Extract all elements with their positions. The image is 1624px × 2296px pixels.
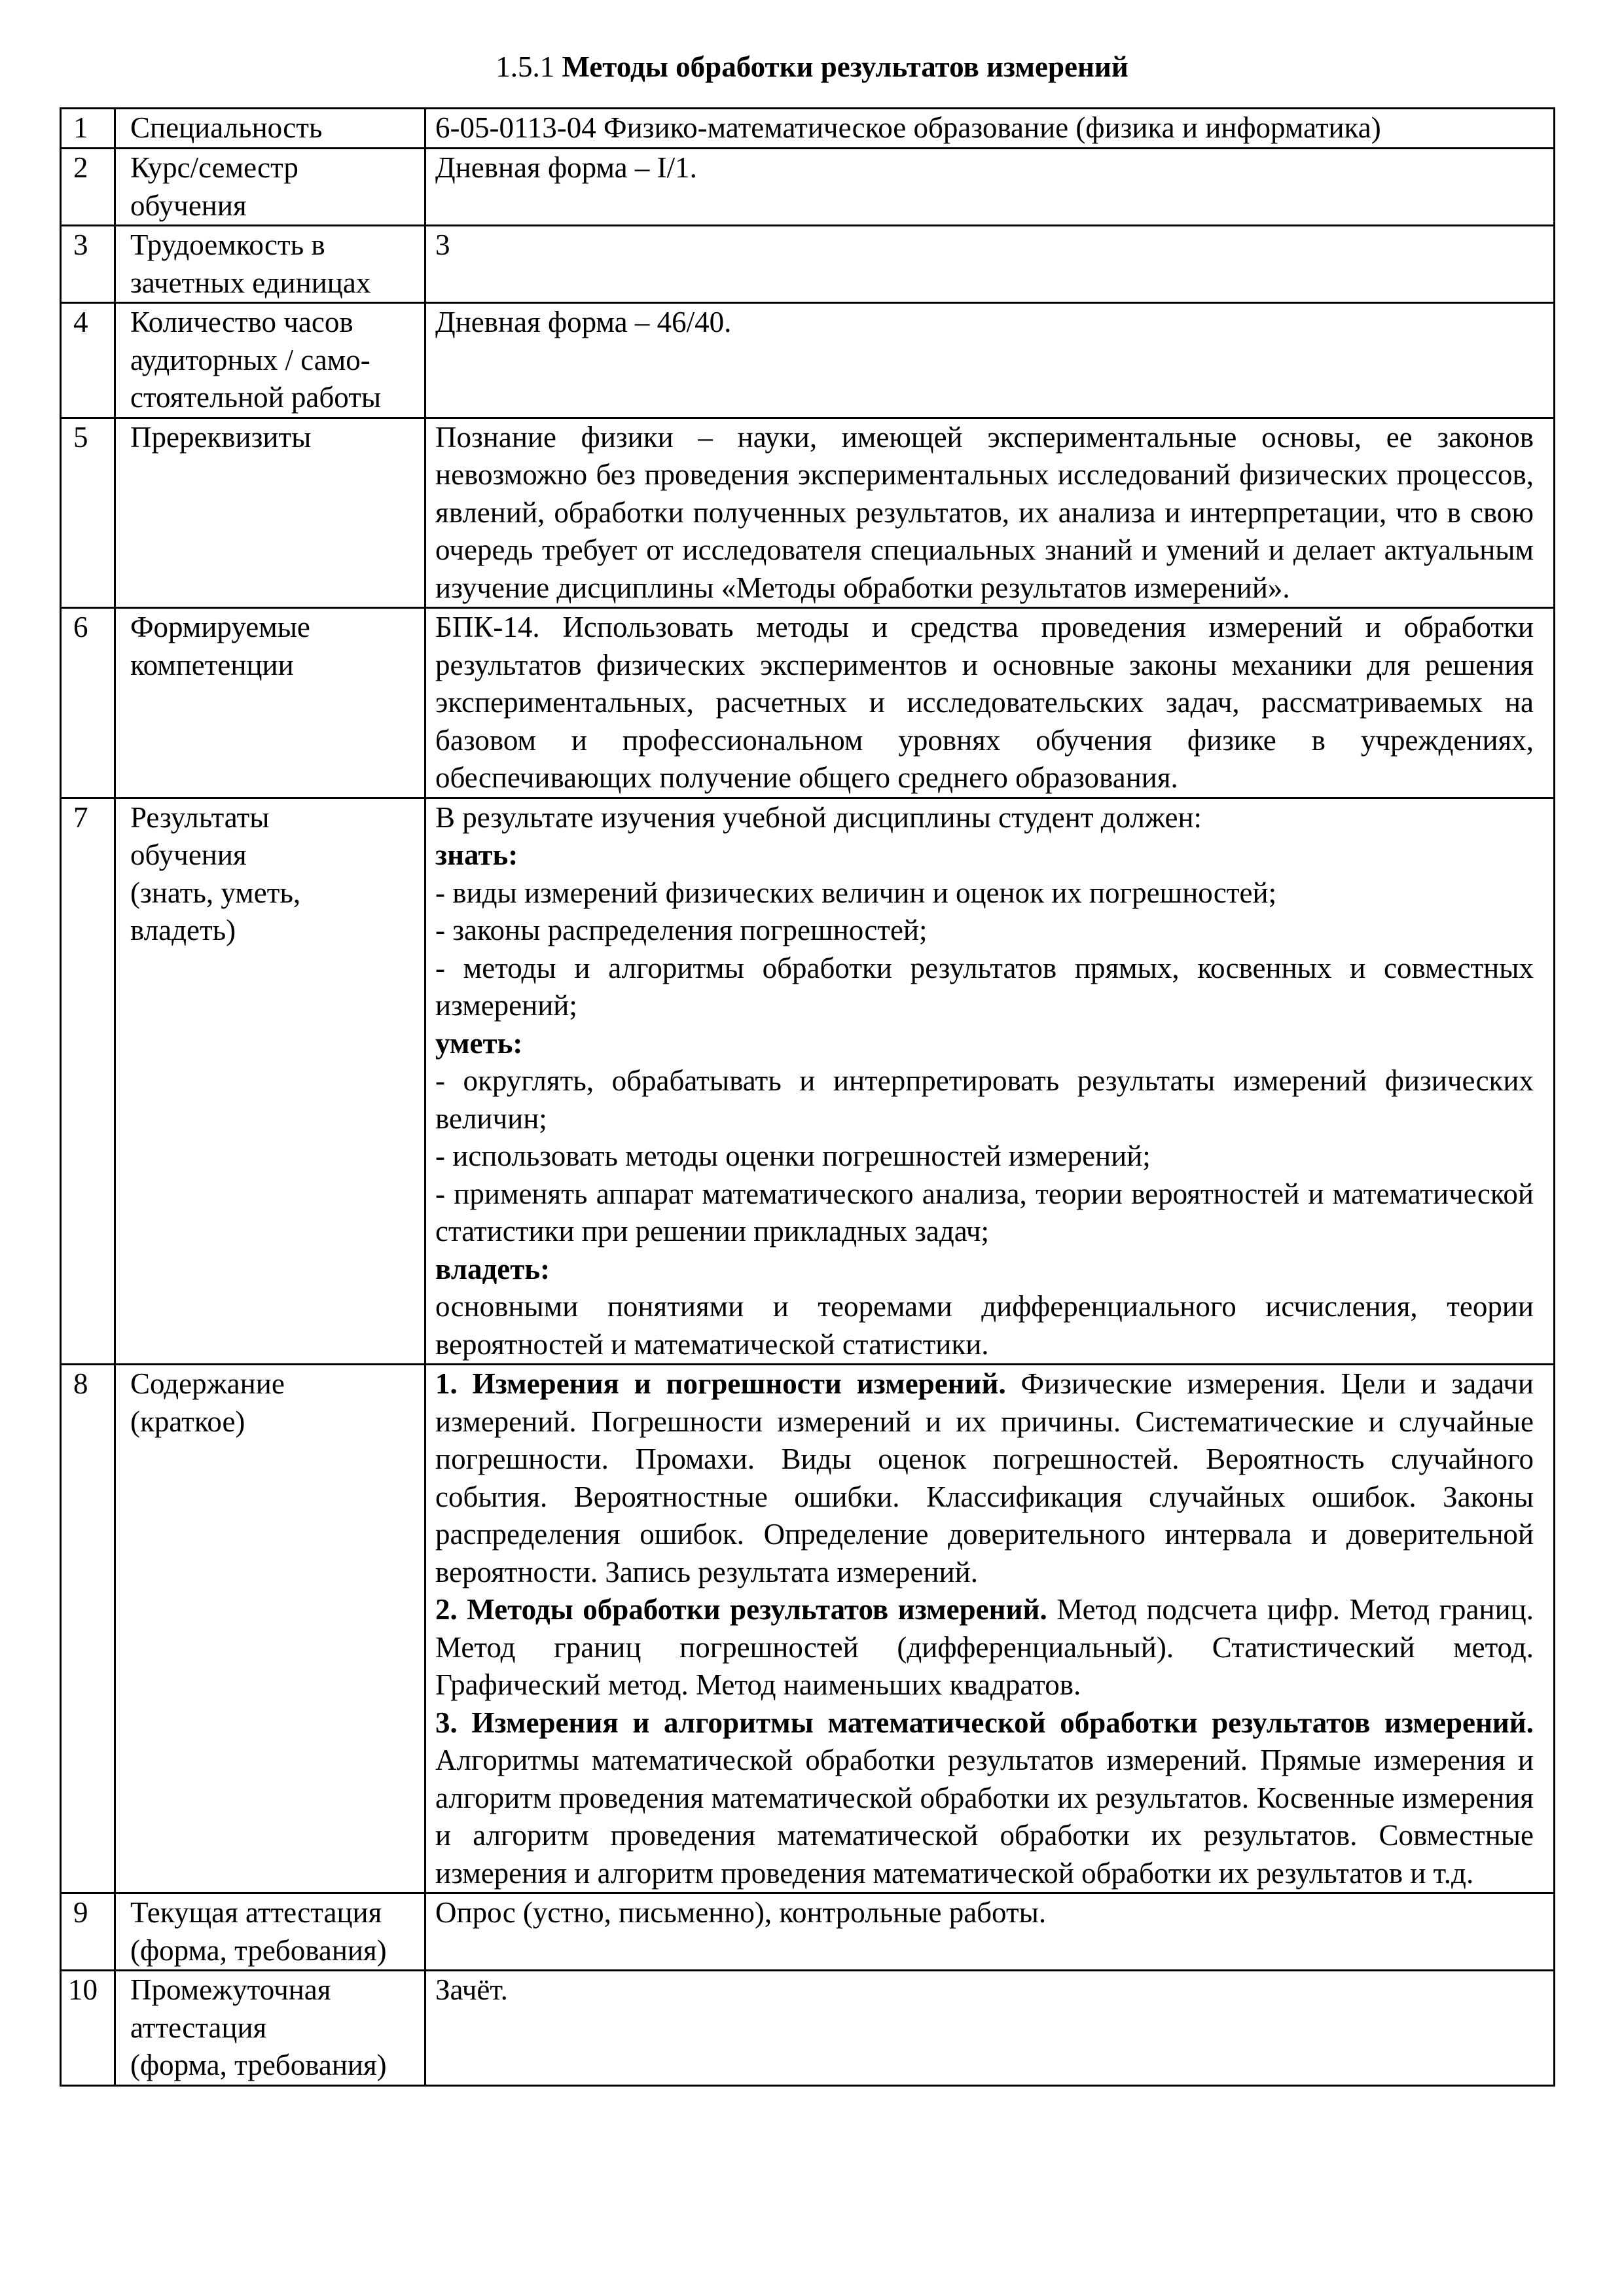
row-label: Курс/семестр обучения [115,149,425,226]
section-heading: 3. Измерения и алгоритмы математической обработки результатов измерений. [435,1706,1534,1739]
outcomes-intro: В результате изучения учебной дисциплины студент должен: [435,800,1202,834]
row-number: 3 [61,226,115,303]
row-number: 2 [61,149,115,226]
table-row [61,303,1555,418]
content-section [435,1591,1534,1704]
list-item: - законы распределения погрешностей; [435,914,928,946]
section-heading: 1. Измерения и погрешности измерений. [435,1367,1006,1400]
row-content: Дневная форма – I/1. [425,149,1555,226]
row-number: 5 [61,418,115,608]
know-heading: знать: [435,838,518,871]
row-label: Специальность [115,109,425,149]
table-row [61,418,1555,608]
row-number: 1 [61,109,115,149]
table-row [61,1971,1555,2086]
table-row [61,109,1555,149]
row-label: Текущая аттестация (форма, требования) [115,1893,425,1971]
table-row [61,1893,1555,1971]
row-label: Результаты обучения (знать, уметь, владеть) [115,798,425,1365]
list-item: - виды измерений физических величин и оценок их погрешностей; [435,876,1277,909]
row-number: 7 [61,798,115,1365]
section-title: Методы обработки результатов измерений [562,50,1128,83]
row-label: Промежуточная аттестация (форма, требования) [115,1971,425,2086]
row-content: БПК-14. Использовать методы и средства проведения измерений и обработки результатов физических экспериментов и основные законы механики для решения экспериментальных, расчетных и исследовательских задач, рассматриваемых на базовом и профессиональном уровнях обучения физике в учреждениях, обеспечивающих получение общего среднего образования. [425,608,1555,798]
section-body: Физические измерения. Цели и задачи измерений. Погрешности измерений и их причины. Систематические и случайные погрешности. Промахи. Виды оценок погрешностей. Вероятность случайного события. Вероятностные ошибки. Классификация случайных ошибок. Законы распределения ошибок. Определение доверительного интервала и доверительной вероятности. Запись результата измерений. [435,1367,1534,1588]
row-number: 6 [61,608,115,798]
row-content: Опрос (устно, письменно), контрольные работы. [425,1893,1555,1971]
row-label: Формируемые компетенции [115,608,425,798]
row-number: 4 [61,303,115,418]
learning-outcomes [425,798,1555,1365]
list-item: - использовать методы оценки погрешностей измерений; [435,1139,1151,1172]
row-label: Количество часов аудиторных / само- стоятельной работы [115,303,425,418]
row-number: 8 [61,1365,115,1893]
section-number: 1.5.1 [496,50,555,83]
content-section [435,1704,1534,1893]
section-body: Метод подсчета цифр. Метод границ. Метод границ погрешностей (дифференциальный). Статистический метод. Графический метод. Метод наименьших квадратов. [435,1593,1534,1701]
row-content: 6-05-0113-04 Физико-математическое образование (физика и информатика) [425,109,1555,149]
table-row [61,798,1555,1365]
can-heading: уметь: [435,1026,523,1060]
row-label: Трудоемкость в зачетных единицах [115,226,425,303]
table-row [61,226,1555,303]
course-content [425,1365,1555,1893]
list-item: - округлять, обрабатывать и интерпретировать результаты измерений физических величин; [435,1064,1534,1135]
content-section [435,1365,1534,1591]
list-item: - методы и алгоритмы обработки результатов прямых, косвенных и совместных измерений; [435,951,1534,1022]
row-label: Пререквизиты [115,418,425,608]
section-body: Алгоритмы математической обработки результатов измерений. Прямые измерения и алгоритм проведения математической обработки их результатов. Косвенные измерения и алгоритм проведения математической обработки их результатов. Совместные измерения и алгоритм проведения математической обработки их результатов и т.д. [435,1744,1534,1890]
table-row [61,608,1555,798]
table-row [61,149,1555,226]
row-content: Зачёт. [425,1971,1555,2086]
list-item: - применять аппарат математического анализа, теории вероятностей и математической статистики при решении прикладных задач; [435,1177,1534,1247]
row-content: Познание физики – науки, имеющей экспериментальные основы, ее законов невозможно без проведения экспериментальных исследований физических процессов, явлений, обработки полученных результатов, их анализа и интерпретации, что в свою очередь требует от исследователя специальных знаний и умений и делает актуальным изучение дисциплины «Методы обработки результатов измерений». [425,418,1555,608]
document-title [0,48,1624,85]
course-table [60,107,1555,2087]
row-number: 10 [61,1971,115,2086]
row-label: Содержание (краткое) [115,1365,425,1893]
list-item: основными понятиями и теоремами дифференциального исчисления, теории вероятностей и математической статистики. [435,1290,1534,1361]
section-heading: 2. Методы обработки результатов измерений. [435,1593,1047,1626]
own-heading: владеть: [435,1252,550,1285]
row-content: 3 [425,226,1555,303]
table-row [61,1365,1555,1893]
row-number: 9 [61,1893,115,1971]
row-content: Дневная форма – 46/40. [425,303,1555,418]
